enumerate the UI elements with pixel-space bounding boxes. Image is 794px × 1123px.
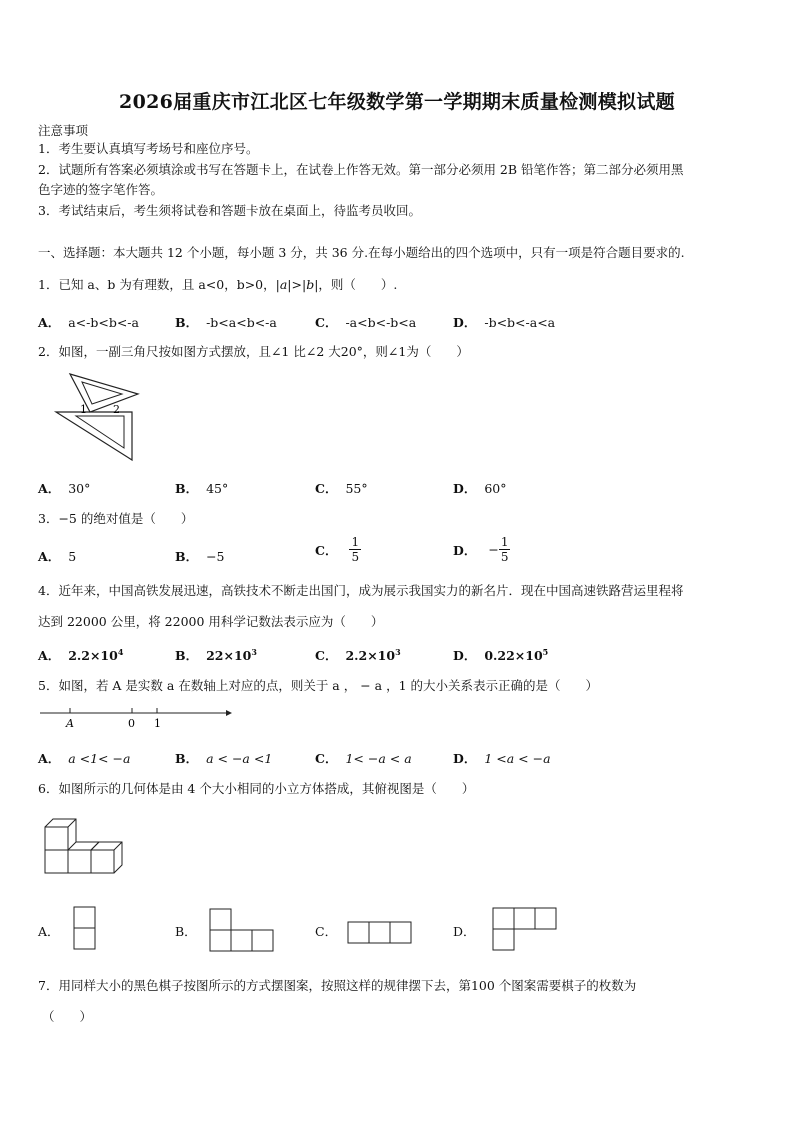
- q6-option-d-figure: [492, 907, 560, 951]
- question-7-line-1: 7．用同样大小的黑色棋子按图所示的方式摆图案，按照这样的规律摆下去，第100 个图案需要棋子的枚数为: [38, 978, 637, 993]
- q6-option-b-label: B．: [175, 924, 197, 939]
- q5-option-a: A． a <1< −a: [38, 751, 131, 766]
- question-6: 6．如图所示的几何体是由 4 个大小相同的小立方体搭成，其俯视图是（ ）: [38, 781, 475, 796]
- q3-option-a: A． 5: [38, 549, 77, 564]
- q6-option-a-label: A．: [38, 924, 60, 939]
- q1-option-a: A． a<-b<b<-a: [38, 315, 139, 330]
- q6-cube-figure: [44, 818, 126, 876]
- q5-option-c: C． 1< −a < a: [315, 751, 412, 766]
- question-1: [38, 276, 397, 294]
- axis-label-0: 0: [128, 717, 135, 730]
- question-5: 5．如图，若 A 是实数 a 在数轴上对应的点，则关于 a ， − a ，1 的大小关系表示正确的是（ ）: [38, 678, 598, 693]
- axis-label-a: A: [66, 717, 74, 730]
- q6-option-c-label: C．: [315, 924, 338, 939]
- q2-option-d: D． 60°: [453, 481, 507, 496]
- question-3: 3．−5 的绝对值是（ ）: [38, 511, 194, 526]
- q3-option-c: C． $\frac{1}{5}$: [315, 535, 360, 564]
- q4-option-d: D． $0.22\times 10^5$: [453, 646, 549, 663]
- q4-option-b: B． $22\times 10^3$: [175, 646, 257, 663]
- q3-option-d: D． − $\frac{1}{5}$: [453, 535, 509, 564]
- q2-angle-2-label: 2: [113, 403, 120, 416]
- q6-option-c-figure: [347, 921, 415, 945]
- q2-angle-1-label: 1: [80, 403, 87, 416]
- page-title: 2026届重庆市江北区七年级数学第一学期期末质量检测模拟试题: [119, 91, 675, 113]
- note-item: 色字迹的签字笔作答。: [38, 182, 164, 197]
- q2-option-a: A． 30°: [38, 481, 91, 496]
- q3-option-b: B． −5: [175, 549, 225, 564]
- q6-option-d-label: D．: [453, 924, 476, 939]
- q5-option-b: B． a < −a <1: [175, 751, 273, 766]
- q5-option-d: D． 1 <a < −a: [453, 751, 551, 766]
- q2-triangle-figure: [52, 372, 147, 462]
- question-4-line-2: 达到 22000 公里，将 22000 用科学记数法表示应为（ ）: [38, 614, 384, 629]
- q2-option-b: B． 45°: [175, 481, 229, 496]
- axis-label-1: 1: [154, 717, 161, 730]
- question-4-line-1: 4．近年来，中国高铁发展迅速，高铁技术不断走出国门，成为展示我国实力的新名片．现在中国高速铁路营运里程将: [38, 583, 684, 598]
- note-item: 2．试题所有答案必须填涂或书写在答题卡上，在试卷上作答无效。第一部分必须用 2B 铅笔作答；第二部分必须用黑: [38, 162, 684, 177]
- q6-option-b-figure: [209, 908, 277, 952]
- q4-option-a: A． $2.2\times 10^4$: [38, 646, 124, 663]
- fraction: $\frac{1}{5}$: [500, 535, 509, 564]
- q1-stem-end: ，则（ ）.: [318, 277, 398, 292]
- q1-abs-expr: |a|>|b|: [275, 277, 319, 292]
- notes-heading: 注意事项: [38, 123, 89, 138]
- q1-option-c: C． -a<b<-b<a: [315, 315, 417, 330]
- question-2: 2．如图，一副三角尺按如图方式摆放，且∠1 比∠2 大20°，则∠1为（ ）: [38, 344, 469, 359]
- note-item: 1．考生要认真填写考场号和座位序号。: [38, 141, 259, 156]
- q4-option-c: C． $2.2\times 10^3$: [315, 646, 401, 663]
- q1-stem: 1．已知 a、b 为有理数，且 a<0，b>0，: [38, 277, 276, 292]
- q5-number-line: [38, 705, 233, 733]
- q1-option-d: D． -b<b<-a<a: [453, 315, 556, 330]
- section-heading: 一、选择题：本大题共 12 个小题，每小题 3 分，共 36 分.在每小题给出的四个选项中，只有一项是符合题目要求的.: [38, 245, 685, 260]
- q2-option-c: C． 55°: [315, 481, 368, 496]
- note-item: 3．考试结束后，考生须将试卷和答题卡放在桌面上，待监考员收回。: [38, 203, 421, 218]
- fraction: $\frac{1}{5}$: [351, 535, 360, 564]
- question-7-line-2: （ ）: [42, 1009, 93, 1024]
- q1-option-b: B． -b<a<b<-a: [175, 315, 277, 330]
- q6-option-a-figure: [73, 906, 97, 950]
